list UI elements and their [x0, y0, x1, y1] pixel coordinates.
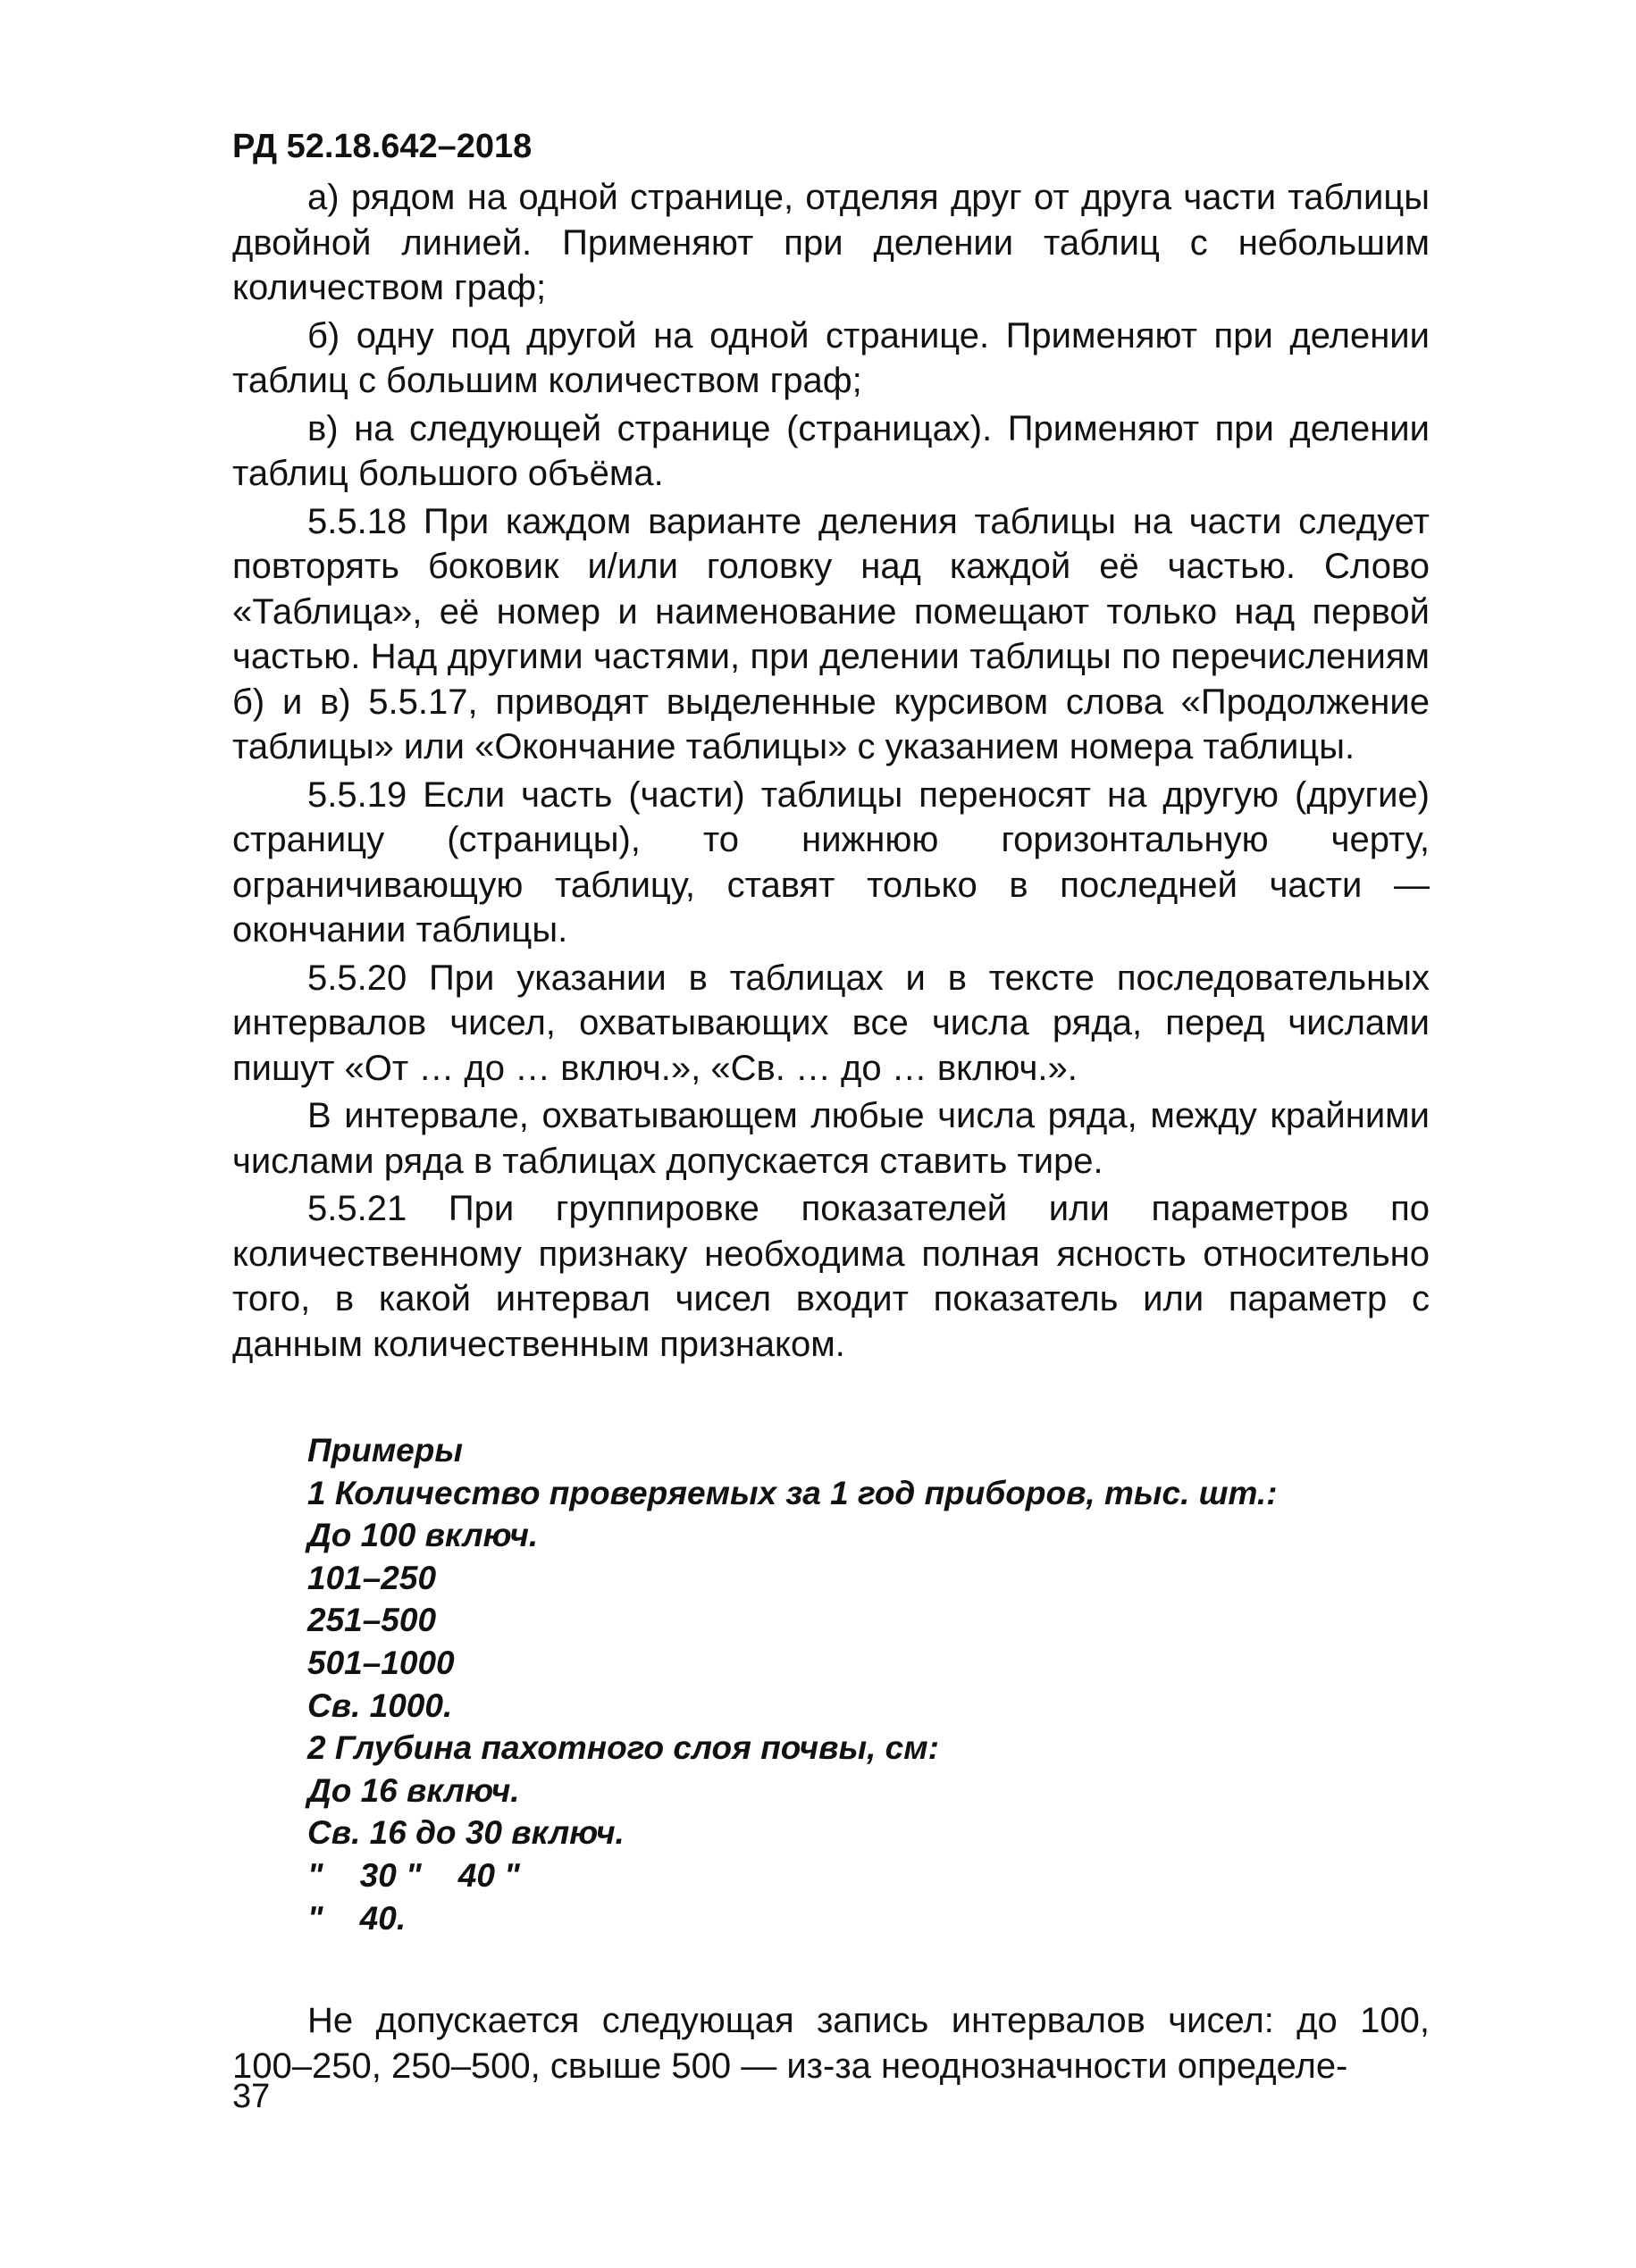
document-code-header: РД 52.18.642–2018: [232, 128, 533, 165]
example-line: До 16 включ.: [307, 1771, 520, 1809]
examples-title: Примеры: [307, 1432, 463, 1469]
example-line: Св. 1000.: [307, 1686, 453, 1724]
paragraph-5-5-18: 5.5.18 При каждом варианте деления таблицы на части следует повторять боковик и/или головку над каждой её частью. Слово «Таблица», её номер и наименование помещают только над первой частью. Над другими частями, при делении таблицы по перечислениям б) и в) 5.5.17, приводят выделенные курсивом слова «Продолжение таблицы» или «Окончание таблицы» с указанием номера таблицы.: [232, 501, 1430, 766]
paragraph-5-5-21: 5.5.21 При группировке показателей или параметров по количественному признаку необходима полная ясность относительно того, в какой интервал чисел входит показатель или параметр с данным количественным признаком.: [232, 1189, 1430, 1364]
examples-block: [307, 1429, 1430, 1939]
example-line: 2 Глубина пахотного слоя почвы, см:: [307, 1729, 939, 1767]
document-page: [232, 125, 1430, 2091]
paragraph-final: Не допускается следующая запись интервалов чисел: до 100, 100–250, 250–500, свыше 500 — из-за неоднозначности определе-: [232, 2001, 1430, 2086]
example-line: 1 Количество проверяемых за 1 год приборов, тыс. шт.:: [307, 1474, 1278, 1511]
paragraph-list-item-c: в) на следующей странице (страницах). Применяют при делении таблиц большого объёма.: [232, 408, 1430, 493]
example-line: 501–1000: [307, 1644, 455, 1681]
page-number: 37: [232, 2078, 271, 2115]
paragraph-interval-note: В интервале, охватывающем любые числа ряда, между крайними числами ряда в таблицах допускается ставить тире.: [232, 1096, 1430, 1181]
example-line: Св. 16 до 30 включ.: [307, 1814, 625, 1852]
example-line: До 100 включ.: [307, 1517, 539, 1554]
example-line: 251–500: [307, 1602, 437, 1639]
paragraph-list-item-b: б) одну под другой на одной странице. Применяют при делении таблиц с большим количеством граф;: [232, 315, 1430, 400]
paragraph-5-5-20: 5.5.20 При указании в таблицах и в тексте последовательных интервалов чисел, охватывающих все числа ряда, перед числами пишут «От … до … включ.», «Св. … до … включ.».: [232, 958, 1430, 1088]
example-line: 101–250: [307, 1559, 437, 1596]
body-text: [232, 175, 1430, 1367]
paragraph-5-5-19: 5.5.19 Если часть (части) таблицы переносят на другую (другие) страницу (страницы), то нижнюю горизонтальную черту, ограничивающую таблицу, ставят только в последней части — окончании таблицы.: [232, 774, 1430, 950]
example-line: " 30 " 40 ": [307, 1856, 520, 1894]
paragraph-list-item-a: а) рядом на одной странице, отделяя друг от друга части таблицы двойной линией. Применяют при делении таблиц с небольшим количеством граф;: [232, 178, 1430, 307]
example-line: " 40.: [307, 1899, 407, 1937]
